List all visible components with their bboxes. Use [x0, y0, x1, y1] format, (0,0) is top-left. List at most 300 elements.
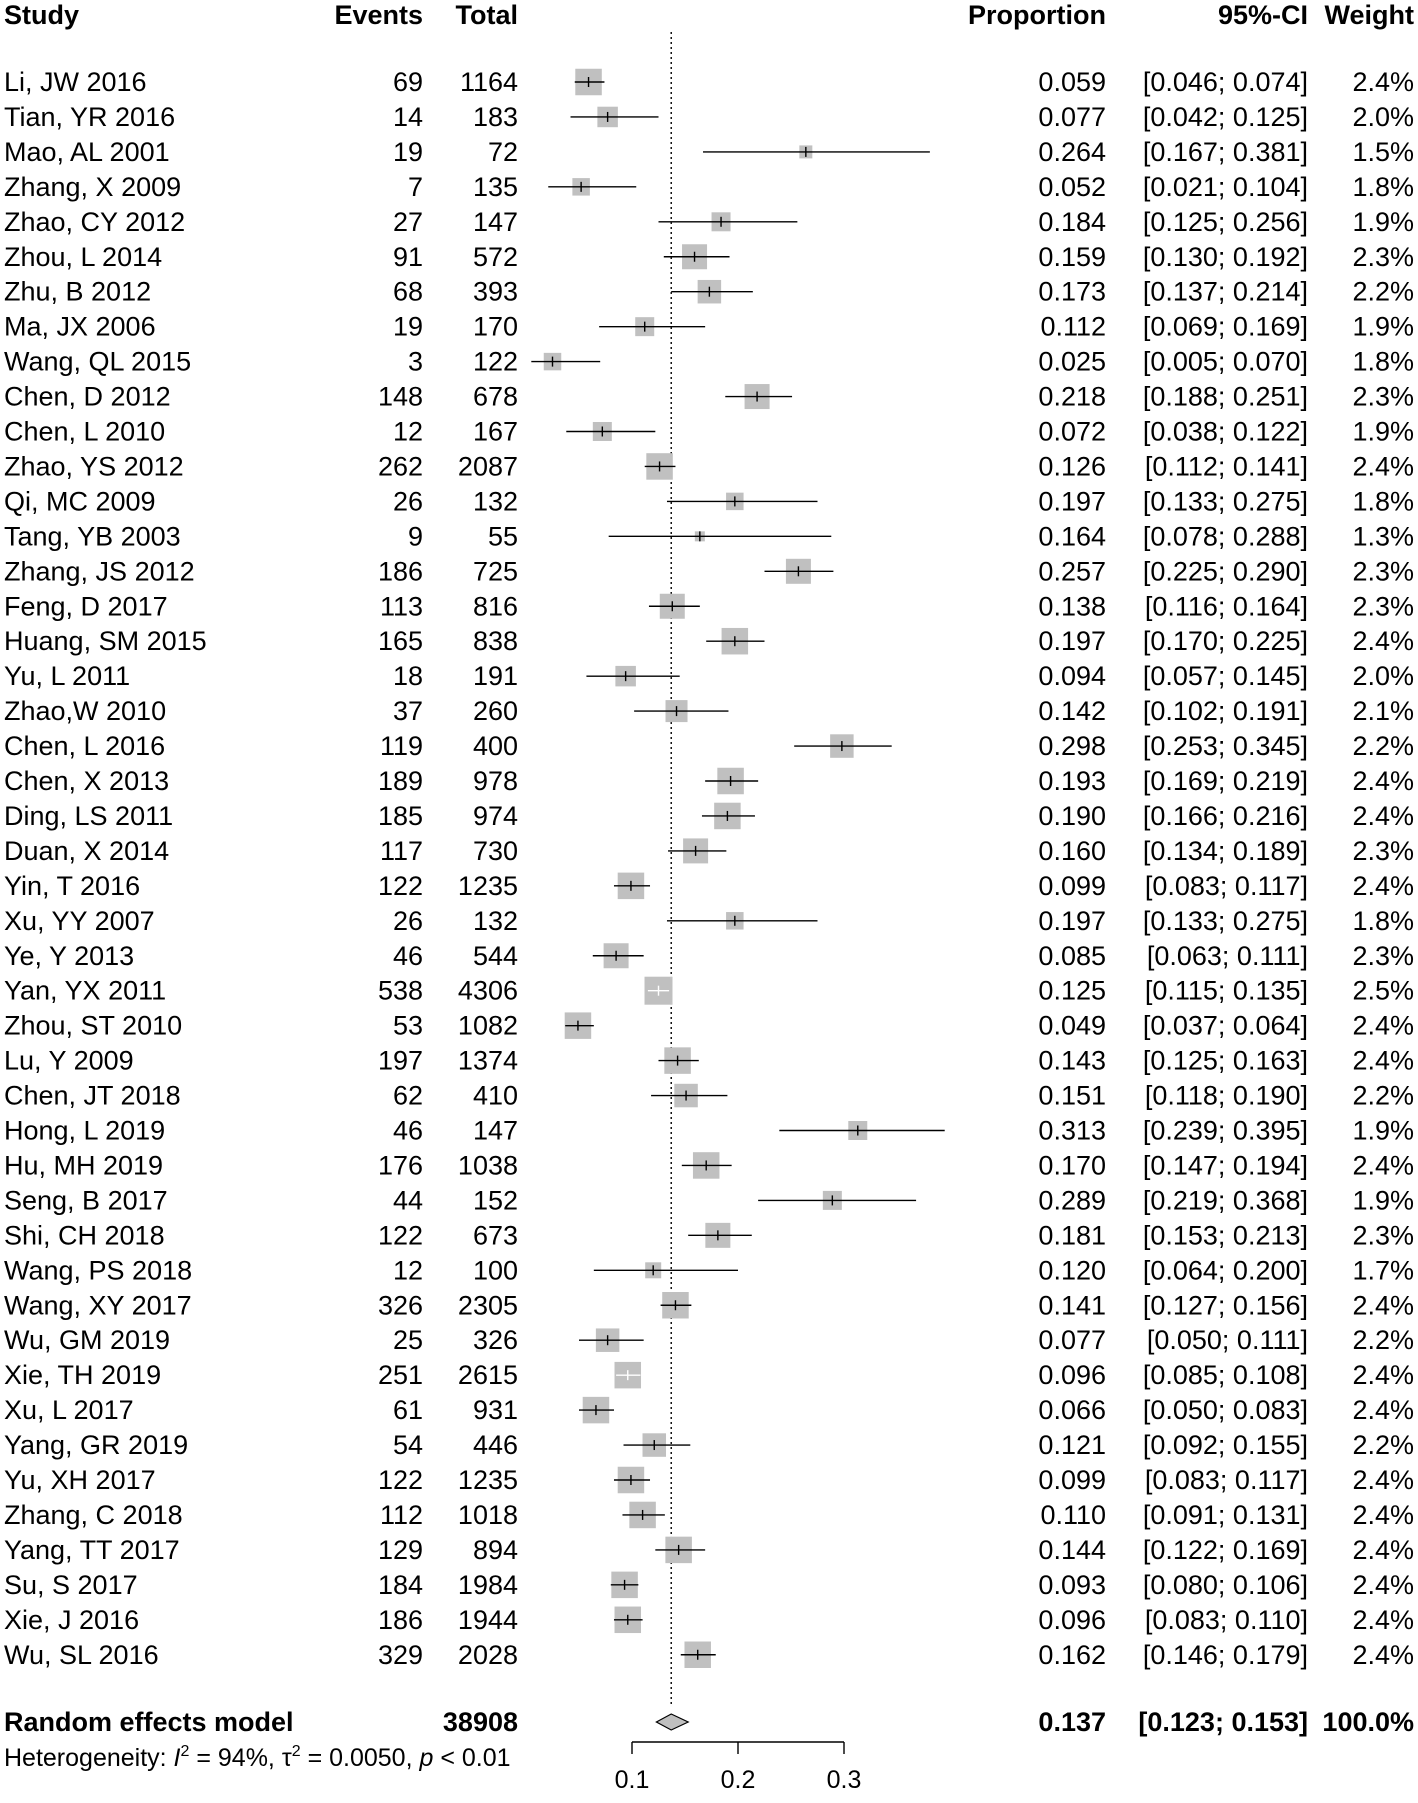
- study-row: [4, 556, 1414, 586]
- study-weight: 1.8%: [1352, 171, 1414, 202]
- study-events: 53: [392, 1010, 423, 1041]
- study-row: [4, 521, 1414, 551]
- study-name: Yang, GR 2019: [4, 1430, 189, 1461]
- study-events: 19: [392, 136, 423, 167]
- study-row: [4, 382, 1414, 412]
- study-events: 129: [377, 1534, 423, 1565]
- study-row: [4, 941, 1414, 971]
- study-name: Su, S 2017: [4, 1569, 138, 1600]
- study-total: 931: [472, 1395, 518, 1426]
- study-total: 2087: [457, 451, 518, 482]
- study-total: 673: [472, 1220, 518, 1251]
- study-name: Seng, B 2017: [4, 1185, 168, 1216]
- study-ci: [0.038; 0.122]: [1142, 416, 1308, 447]
- study-proportion: 0.099: [1038, 870, 1106, 901]
- study-total: 326: [472, 1325, 518, 1356]
- study-proportion: 0.025: [1038, 346, 1106, 377]
- study-proportion: 0.190: [1038, 800, 1106, 831]
- study-events: 112: [379, 1499, 423, 1530]
- study-events: 69: [392, 67, 423, 97]
- study-proportion: 0.197: [1038, 486, 1106, 517]
- study-ci: [0.042; 0.125]: [1142, 101, 1308, 132]
- study-row: [4, 626, 1414, 656]
- study-name: Li, JW 2016: [4, 67, 147, 97]
- study-ci: [0.125; 0.163]: [1142, 1045, 1308, 1076]
- study-weight: 2.4%: [1352, 1569, 1414, 1600]
- study-weight: 2.3%: [1352, 940, 1414, 971]
- study-row: [4, 312, 1414, 342]
- study-row: [4, 1465, 1414, 1495]
- study-ci: [0.130; 0.192]: [1142, 241, 1308, 272]
- study-row: [4, 172, 1414, 202]
- study-ci: [0.021; 0.104]: [1142, 171, 1308, 202]
- study-row: [4, 451, 1414, 481]
- study-ci: [0.046; 0.074]: [1142, 67, 1308, 97]
- study-row: [4, 1116, 1414, 1146]
- study-proportion: 0.126: [1038, 451, 1106, 482]
- study-events: 186: [377, 1604, 423, 1635]
- study-ci: [0.137; 0.214]: [1142, 276, 1308, 307]
- study-ci: [0.069; 0.169]: [1142, 311, 1308, 342]
- study-total: 974: [472, 800, 518, 831]
- study-ci: [0.225; 0.290]: [1142, 556, 1308, 587]
- pooled-label: Random effects model: [4, 1707, 294, 1737]
- study-name: Zhao,W 2010: [4, 696, 167, 727]
- study-weight: 2.4%: [1352, 800, 1414, 831]
- study-name: Yu, XH 2017: [4, 1465, 156, 1495]
- study-total: 72: [487, 136, 518, 167]
- study-proportion: 0.072: [1038, 416, 1106, 447]
- study-total: 816: [472, 591, 518, 622]
- study-events: 7: [407, 171, 423, 202]
- study-weight: 2.5%: [1352, 975, 1414, 1006]
- study-weight: 2.4%: [1352, 870, 1414, 901]
- study-total: 147: [472, 1115, 518, 1146]
- study-proportion: 0.096: [1038, 1360, 1106, 1391]
- study-weight: 2.1%: [1352, 696, 1414, 727]
- study-row: [4, 1430, 1414, 1460]
- study-weight: 2.0%: [1352, 661, 1414, 692]
- study-name: Wang, PS 2018: [4, 1255, 193, 1286]
- study-weight: 2.3%: [1352, 591, 1414, 622]
- study-ci: [0.170; 0.225]: [1142, 626, 1308, 657]
- study-row: [4, 766, 1414, 796]
- study-ci: [0.037; 0.064]: [1142, 1010, 1308, 1041]
- study-total: 170: [472, 311, 518, 342]
- study-ci: [0.102; 0.191]: [1142, 696, 1308, 727]
- study-ci: [0.116; 0.164]: [1144, 591, 1308, 622]
- study-proportion: 0.184: [1038, 206, 1106, 237]
- study-ci: [0.112; 0.141]: [1144, 451, 1308, 482]
- i2-symbol: I: [173, 1744, 181, 1772]
- p-symbol: p: [419, 1744, 434, 1772]
- study-total: 725: [472, 556, 518, 587]
- study-proportion: 0.159: [1038, 241, 1106, 272]
- study-ci: [0.239; 0.395]: [1142, 1115, 1308, 1146]
- study-events: 19: [392, 311, 423, 342]
- study-name: Ma, JX 2006: [4, 311, 156, 342]
- header-row: [4, 0, 1414, 30]
- study-total: 446: [472, 1430, 518, 1461]
- study-events: 18: [392, 661, 423, 692]
- study-row: [4, 1011, 1414, 1041]
- study-name: Zhou, ST 2010: [4, 1010, 183, 1041]
- study-row: [4, 1360, 1414, 1390]
- study-proportion: 0.313: [1038, 1115, 1106, 1146]
- study-events: 148: [377, 381, 423, 412]
- study-events: 122: [377, 870, 423, 901]
- study-total: 393: [472, 276, 518, 307]
- study-ci: [0.092; 0.155]: [1142, 1430, 1308, 1461]
- study-proportion: 0.142: [1038, 696, 1106, 727]
- study-events: 122: [377, 1465, 423, 1495]
- study-name: Chen, L 2016: [4, 731, 166, 762]
- study-ci: [0.080; 0.106]: [1142, 1569, 1308, 1600]
- study-weight: 2.4%: [1352, 1395, 1414, 1426]
- x-tick-label: 0.2: [720, 1766, 756, 1794]
- study-weight: 2.4%: [1352, 1010, 1414, 1041]
- study-proportion: 0.264: [1038, 136, 1106, 167]
- study-proportion: 0.298: [1038, 731, 1106, 762]
- header-weight: Weight: [1324, 0, 1414, 30]
- study-proportion: 0.059: [1038, 67, 1106, 97]
- header-total: Total: [455, 0, 518, 30]
- study-proportion: 0.094: [1038, 661, 1106, 692]
- study-rows: [4, 32, 1414, 1706]
- study-proportion: 0.085: [1038, 940, 1106, 971]
- study-ci: [0.127; 0.156]: [1142, 1290, 1308, 1321]
- study-total: 122: [472, 346, 518, 377]
- study-events: 91: [392, 241, 423, 272]
- study-events: 262: [377, 451, 423, 482]
- study-events: 176: [377, 1150, 423, 1181]
- study-events: 184: [377, 1569, 423, 1600]
- study-ci: [0.153; 0.213]: [1142, 1220, 1308, 1251]
- study-ci: [0.085; 0.108]: [1142, 1360, 1308, 1391]
- study-ci: [0.050; 0.111]: [1146, 1325, 1308, 1356]
- study-row: [4, 137, 1414, 167]
- tau-superscript: 2: [291, 1743, 301, 1760]
- study-weight: 2.4%: [1352, 1150, 1414, 1181]
- study-events: 117: [379, 835, 423, 866]
- study-row: [4, 1255, 1414, 1285]
- study-weight: 1.9%: [1352, 416, 1414, 447]
- study-events: 189: [377, 766, 423, 796]
- study-ci: [0.219; 0.368]: [1142, 1185, 1308, 1216]
- study-row: [4, 486, 1414, 516]
- pooled-diamond: [656, 1714, 688, 1730]
- study-proportion: 0.110: [1040, 1499, 1106, 1530]
- study-total: 730: [472, 835, 518, 866]
- study-proportion: 0.052: [1038, 171, 1106, 202]
- study-events: 165: [377, 626, 423, 657]
- study-weight: 2.4%: [1352, 1045, 1414, 1076]
- study-proportion: 0.162: [1038, 1639, 1106, 1670]
- study-weight: 2.3%: [1352, 1220, 1414, 1251]
- study-total: 1082: [457, 1010, 518, 1041]
- study-row: [4, 1570, 1414, 1600]
- study-proportion: 0.151: [1038, 1080, 1106, 1111]
- study-proportion: 0.257: [1038, 556, 1106, 587]
- pooled-row: [4, 1707, 1414, 1737]
- study-proportion: 0.181: [1038, 1220, 1106, 1251]
- heterogeneity-prefix: Heterogeneity:: [4, 1744, 174, 1772]
- study-name: Hong, L 2019: [4, 1115, 166, 1146]
- study-name: Wang, QL 2015: [4, 346, 192, 377]
- study-weight: 1.3%: [1352, 521, 1414, 552]
- study-ci: [0.134; 0.189]: [1142, 835, 1308, 866]
- study-proportion: 0.093: [1038, 1569, 1106, 1600]
- study-proportion: 0.144: [1038, 1534, 1106, 1565]
- study-total: 2028: [457, 1639, 518, 1670]
- study-ci: [0.050; 0.083]: [1142, 1395, 1308, 1426]
- study-events: 119: [379, 731, 423, 762]
- study-ci: [0.083; 0.110]: [1144, 1604, 1308, 1635]
- study-proportion: 0.120: [1038, 1255, 1106, 1286]
- study-name: Ding, LS 2011: [4, 800, 174, 831]
- study-total: 260: [472, 696, 518, 727]
- study-weight: 2.4%: [1352, 1604, 1414, 1635]
- study-ci: [0.091; 0.131]: [1142, 1499, 1308, 1530]
- study-proportion: 0.096: [1038, 1604, 1106, 1635]
- study-total: 1235: [457, 870, 518, 901]
- study-name: Tian, YR 2016: [4, 101, 176, 132]
- study-events: 197: [377, 1045, 423, 1076]
- study-weight: 2.2%: [1352, 276, 1414, 307]
- study-total: 4306: [457, 975, 518, 1006]
- study-name: Lu, Y 2009: [4, 1045, 134, 1076]
- study-proportion: 0.193: [1038, 766, 1106, 796]
- pooled-proportion: 0.137: [1038, 1707, 1106, 1737]
- study-weight: 2.4%: [1352, 626, 1414, 657]
- study-proportion: 0.160: [1038, 835, 1106, 866]
- study-total: 838: [472, 626, 518, 657]
- study-name: Xu, L 2017: [4, 1395, 134, 1426]
- study-weight: 2.4%: [1352, 1534, 1414, 1565]
- study-row: [4, 277, 1414, 307]
- study-total: 55: [487, 521, 518, 552]
- tau-value: = 0.0050,: [300, 1744, 420, 1772]
- study-name: Wu, GM 2019: [4, 1325, 171, 1356]
- header-ci: 95%-CI: [1217, 0, 1308, 30]
- study-ci: [0.169; 0.219]: [1142, 766, 1308, 796]
- x-axis: [615, 1742, 862, 1794]
- study-proportion: 0.170: [1038, 1150, 1106, 1181]
- study-proportion: 0.066: [1038, 1395, 1106, 1426]
- study-name: Zhang, X 2009: [4, 171, 182, 202]
- study-ci: [0.057; 0.145]: [1142, 661, 1308, 692]
- study-name: Shi, CH 2018: [4, 1220, 165, 1251]
- study-weight: 2.2%: [1352, 1430, 1414, 1461]
- study-proportion: 0.173: [1038, 276, 1106, 307]
- study-events: 14: [392, 101, 423, 132]
- study-events: 54: [392, 1430, 423, 1461]
- study-weight: 2.4%: [1352, 451, 1414, 482]
- study-row: [4, 1640, 1414, 1670]
- study-total: 2615: [457, 1360, 518, 1391]
- study-name: Chen, D 2012: [4, 381, 171, 412]
- study-total: 978: [472, 766, 518, 796]
- study-row: [4, 417, 1414, 447]
- study-proportion: 0.121: [1038, 1430, 1106, 1461]
- study-weight: 2.4%: [1352, 1639, 1414, 1670]
- study-total: 147: [472, 206, 518, 237]
- study-total: 410: [472, 1080, 518, 1111]
- study-row: [4, 801, 1414, 831]
- study-proportion: 0.077: [1038, 101, 1106, 132]
- study-events: 185: [377, 800, 423, 831]
- study-proportion: 0.141: [1038, 1290, 1106, 1321]
- study-ci: [0.064; 0.200]: [1142, 1255, 1308, 1286]
- study-total: 400: [472, 731, 518, 762]
- study-name: Huang, SM 2015: [4, 626, 207, 657]
- study-ci: [0.115; 0.135]: [1144, 975, 1308, 1006]
- study-row: [4, 661, 1414, 691]
- study-proportion: 0.077: [1038, 1325, 1106, 1356]
- study-events: 12: [392, 1255, 423, 1286]
- study-events: 186: [377, 556, 423, 587]
- study-ci: [0.063; 0.111]: [1146, 940, 1308, 971]
- study-name: Ye, Y 2013: [4, 940, 135, 971]
- study-row: [4, 1290, 1414, 1320]
- study-ci: [0.005; 0.070]: [1142, 346, 1308, 377]
- study-total: 2305: [457, 1290, 518, 1321]
- study-name: Zhang, JS 2012: [4, 556, 195, 587]
- study-ci: [0.083; 0.117]: [1144, 870, 1308, 901]
- study-name: Chen, X 2013: [4, 766, 170, 796]
- study-events: 46: [392, 1115, 423, 1146]
- study-total: 132: [472, 905, 518, 936]
- study-total: 544: [472, 940, 518, 971]
- study-weight: 1.9%: [1352, 206, 1414, 237]
- study-row: [4, 67, 1414, 97]
- study-proportion: 0.197: [1038, 626, 1106, 657]
- study-total: 152: [472, 1185, 518, 1216]
- study-proportion: 0.049: [1038, 1010, 1106, 1041]
- study-total: 183: [472, 101, 518, 132]
- pooled-weight: 100.0%: [1322, 1707, 1414, 1737]
- study-ci: [0.253; 0.345]: [1142, 731, 1308, 762]
- i2-value: = 94%,: [189, 1744, 282, 1772]
- study-row: [4, 1325, 1414, 1355]
- study-proportion: 0.218: [1038, 381, 1106, 412]
- study-name: Hu, MH 2019: [4, 1150, 164, 1181]
- study-weight: 2.4%: [1352, 1465, 1414, 1495]
- study-total: 132: [472, 486, 518, 517]
- study-total: 894: [472, 1534, 518, 1565]
- study-weight: 2.4%: [1352, 1290, 1414, 1321]
- study-events: 122: [377, 1220, 423, 1251]
- study-weight: 2.2%: [1352, 1080, 1414, 1111]
- study-weight: 1.8%: [1352, 346, 1414, 377]
- study-row: [4, 1395, 1414, 1425]
- study-row: [4, 1220, 1414, 1250]
- study-events: 251: [377, 1360, 423, 1391]
- study-weight: 2.3%: [1352, 835, 1414, 866]
- study-row: [4, 1535, 1414, 1565]
- study-name: Mao, AL 2001: [4, 136, 170, 167]
- study-ci: [0.167; 0.381]: [1142, 136, 1308, 167]
- study-total: 572: [472, 241, 518, 272]
- study-total: 1235: [457, 1465, 518, 1495]
- study-row: [4, 347, 1414, 377]
- study-name: Xie, TH 2019: [4, 1360, 162, 1391]
- study-row: [4, 871, 1414, 901]
- study-weight: 1.9%: [1352, 1115, 1414, 1146]
- study-name: Yan, YX 2011: [4, 975, 167, 1006]
- study-weight: 2.2%: [1352, 731, 1414, 762]
- study-weight: 2.3%: [1352, 556, 1414, 587]
- study-name: Qi, MC 2009: [4, 486, 156, 517]
- study-proportion: 0.289: [1038, 1185, 1106, 1216]
- study-weight: 1.9%: [1352, 1185, 1414, 1216]
- study-ci: [0.146; 0.179]: [1142, 1639, 1308, 1670]
- study-ci: [0.078; 0.288]: [1142, 521, 1308, 552]
- study-events: 44: [392, 1185, 423, 1216]
- study-total: 1018: [457, 1499, 518, 1530]
- study-total: 135: [472, 171, 518, 202]
- i2-superscript: 2: [180, 1743, 190, 1760]
- study-name: Zhang, C 2018: [4, 1499, 183, 1530]
- study-weight: 1.8%: [1352, 486, 1414, 517]
- study-events: 27: [392, 206, 423, 237]
- header-proportion: Proportion: [968, 0, 1106, 30]
- study-name: Zhao, YS 2012: [4, 451, 184, 482]
- study-events: 12: [392, 416, 423, 447]
- study-ci: [0.083; 0.117]: [1144, 1465, 1308, 1495]
- study-events: 113: [379, 591, 423, 622]
- study-row: [4, 1185, 1414, 1215]
- study-name: Zhao, CY 2012: [4, 206, 186, 237]
- study-row: [4, 1081, 1414, 1111]
- study-proportion: 0.164: [1038, 521, 1106, 552]
- x-tick-label: 0.1: [614, 1766, 650, 1794]
- study-weight: 1.7%: [1352, 1255, 1414, 1286]
- study-total: 1984: [457, 1569, 518, 1600]
- study-weight: 2.4%: [1352, 67, 1414, 97]
- study-name: Zhu, B 2012: [4, 276, 152, 307]
- study-weight: 2.4%: [1352, 1360, 1414, 1391]
- study-row: [4, 696, 1414, 726]
- study-row: [4, 242, 1414, 272]
- study-weight: 1.9%: [1352, 311, 1414, 342]
- study-row: [4, 1150, 1414, 1180]
- study-events: 61: [392, 1395, 423, 1426]
- study-proportion: 0.143: [1038, 1045, 1106, 1076]
- study-proportion: 0.112: [1040, 311, 1106, 342]
- study-ci: [0.118; 0.190]: [1144, 1080, 1308, 1111]
- study-row: [4, 591, 1414, 621]
- study-events: 26: [392, 905, 423, 936]
- study-total: 1164: [459, 67, 518, 97]
- study-ci: [0.147; 0.194]: [1142, 1150, 1308, 1181]
- study-total: 678: [472, 381, 518, 412]
- study-events: 9: [407, 521, 423, 552]
- x-tick-label: 0.3: [826, 1766, 862, 1794]
- header-events: Events: [334, 0, 423, 30]
- study-total: 191: [472, 661, 518, 692]
- study-weight: 2.3%: [1352, 241, 1414, 272]
- study-events: 538: [377, 975, 423, 1006]
- study-events: 37: [392, 696, 423, 727]
- study-total: 167: [472, 416, 518, 447]
- study-events: 68: [392, 276, 423, 307]
- study-name: Chen, JT 2018: [4, 1080, 181, 1111]
- study-proportion: 0.125: [1038, 975, 1106, 1006]
- study-name: Wu, SL 2016: [4, 1639, 159, 1670]
- heterogeneity-text: [4, 1743, 511, 1772]
- study-total: 1944: [457, 1604, 518, 1635]
